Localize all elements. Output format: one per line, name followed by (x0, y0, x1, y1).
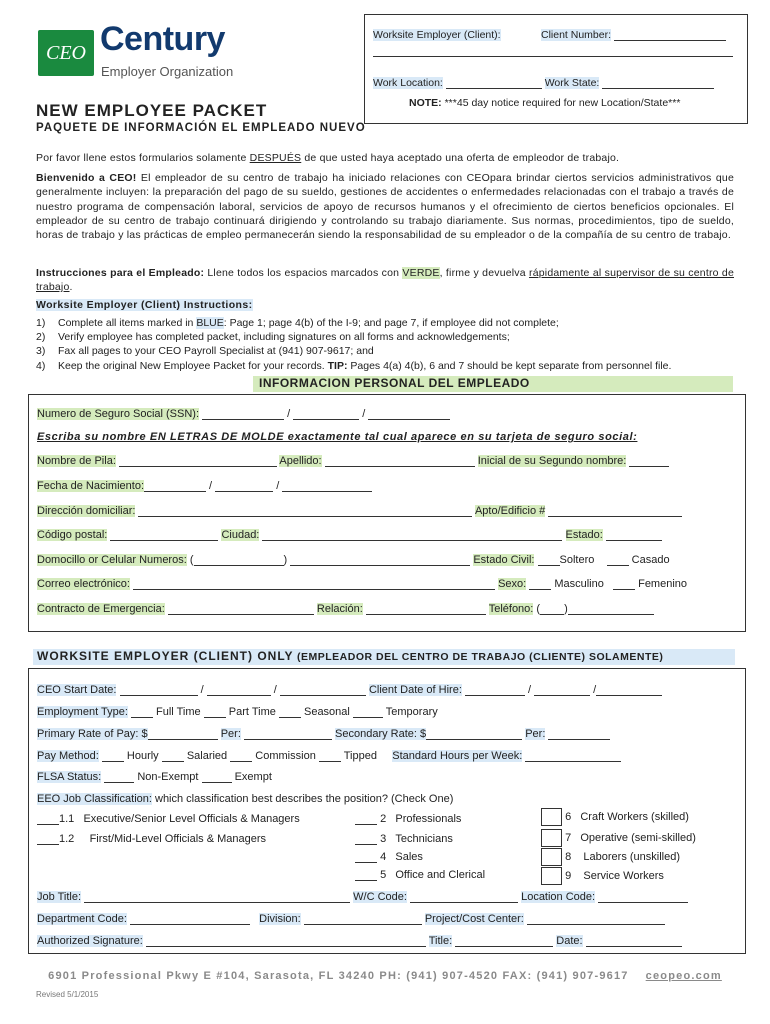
work-location-field[interactable] (446, 77, 542, 89)
emergency-row: Contracto de Emergencia: Relación: Teléfono: ( ) (37, 603, 654, 615)
dates-row: CEO Start Date: / / Client Date of Hire: / / (37, 684, 662, 696)
emergency-phone-field[interactable] (568, 603, 654, 615)
personal-info-heading: INFORMACION PERSONAL DEL EMPLEADO (253, 376, 733, 392)
dob-field-2[interactable] (215, 480, 273, 492)
flsa-row: FLSA Status: Non-Exempt Exempt (37, 771, 272, 783)
emergency-field[interactable] (168, 603, 314, 615)
client-instructions-list (36, 316, 736, 373)
single-check[interactable] (538, 554, 560, 566)
project-label: Project/Cost Center: (424, 913, 524, 925)
state-label: Estado: (565, 529, 603, 541)
list-item: 3) Fax all pages to your CEO Payroll Specialist at (941) 907-9617; and (36, 345, 374, 358)
dept-code-label: Department Code: (37, 913, 127, 925)
non-exempt-check[interactable] (104, 771, 134, 783)
flsa-label: FLSA Status: (37, 771, 102, 783)
employment-type-row: Employment Type: Full Time Part Time Seasonal Temporary (37, 706, 438, 718)
last-name-label: Apellido: (279, 455, 322, 467)
hire-date-label: Client Date of Hire: (368, 684, 462, 696)
secondary-rate-label: Secondary Rate: $ (335, 728, 427, 740)
address-label: Dirección domiciliar: (37, 505, 136, 517)
print-name-note: Escriba su nombre EN LETRAS DE MOLDE exactamente tal cual aparece en su tarjeta de seguro social: (37, 431, 638, 443)
primary-per-label: Per: (220, 728, 241, 740)
std-hours-field[interactable] (525, 750, 621, 762)
pay-method-label: Pay Method: (37, 750, 99, 762)
sig-date-label: Date: (556, 935, 583, 947)
signature-row (37, 935, 682, 947)
hire-date-field-3[interactable] (596, 684, 662, 696)
married-check[interactable] (607, 554, 629, 566)
first-name-label: Nombre de Pila: (37, 455, 116, 467)
part-time-check[interactable] (204, 706, 226, 718)
work-state-label: Work State: (544, 77, 600, 89)
city-field[interactable] (262, 529, 562, 541)
department-row (37, 913, 665, 925)
job-title-label: Job Title: (37, 891, 82, 903)
logo-wordmark: Century (100, 20, 225, 58)
signature-field[interactable] (146, 935, 426, 947)
intro-paragraph-2: Bienvenido a CEO! El empleador de su centro de trabajo ha iniciado relaciones con CEOpara brindar ciertos servicios administrativos que generalmente incluyen: la preparación del pago de su sueldo, gestiones de accidentes o enfermedades relacionadas con el trabajo a través de nuestro programa de compensación laboral, servicios de apoyo de recursos humanos y el ofrecimiento de ciertos beneficios opcionales. El empleador de su centro de trabajo continuará dirigiendo y controlando su trabajo diariamente. Sus normas, procedimientos, tipo de sueldo, horas de trabajo y las prácticas de empleo permanecerán siendo la responsabilidad de su empleador o de la compañía de su centro de trabajo. (36, 172, 734, 242)
eeo-option-9[interactable]: 9 Service Workers (541, 867, 664, 885)
primary-rate-label: Primary Rate of Pay: $ (37, 728, 148, 740)
emergency-area-field[interactable] (540, 603, 564, 615)
commission-check[interactable] (230, 750, 252, 762)
address-field[interactable] (138, 505, 472, 517)
hire-date-field-1[interactable] (465, 684, 525, 696)
worksite-employer-field[interactable] (373, 45, 733, 57)
intro-paragraph-3: Instrucciones para el Empleado: Llene todos los espacios marcados con VERDE, firme y devuelva rápidamente al supervisor de su centro de trabajo. (36, 267, 734, 294)
page-title: NEW EMPLOYEE PACKET (36, 101, 268, 120)
middle-initial-field[interactable] (629, 455, 669, 467)
list-item: 1) Complete all items marked in BLUE: Page 1; page 4(b) of the I-9; and page 7, if employee did not complete; (36, 317, 559, 329)
sig-date-field[interactable] (586, 935, 682, 947)
worksite-header-box (364, 14, 748, 124)
job-title-field[interactable] (84, 891, 350, 903)
middle-initial-label: Inicial de su Segundo nombre: (477, 455, 627, 467)
std-hours-label: Standard Hours per Week: (392, 750, 523, 762)
primary-rate-field[interactable] (148, 728, 218, 740)
footer-website-link[interactable]: ceopeo.com (645, 970, 722, 982)
client-instructions-heading: Worksite Employer (Client) Instructions: (36, 299, 253, 311)
ssn-field-2[interactable] (293, 408, 359, 420)
ssn-field-1[interactable] (202, 408, 284, 420)
phone-area-field[interactable] (194, 554, 284, 566)
temporary-check[interactable] (353, 706, 383, 718)
ssn-label: Numero de Seguro Social (SSN): (37, 408, 200, 420)
rate-row (37, 728, 610, 740)
relation-field[interactable] (366, 603, 486, 615)
phones-row: Domocillo or Celular Numeros: ( ) Estado Civil: Soltero Casado (37, 554, 670, 566)
sig-title-field[interactable] (455, 935, 553, 947)
phone-label: Teléfono: (488, 603, 534, 615)
dob-field-3[interactable] (282, 480, 372, 492)
client-only-heading: WORKSITE EMPLOYER (CLIENT) ONLY (EMPLEADOR DEL CENTRO DE TRABAJO (CLIENTE) SOLAMENTE) (33, 649, 735, 665)
eeo-row: EEO Job Classification: which classification best describes the position? (Check One) (37, 793, 454, 805)
eeo-option-8[interactable]: 8 Laborers (unskilled) (541, 848, 680, 866)
dob-row: Fecha de Nacimiento: / / (37, 480, 372, 492)
ssn-row: Numero de Seguro Social (SSN): / / (37, 408, 450, 420)
email-row: Correo electrónico: Sexo: Masculino Femenino (37, 578, 688, 590)
eeo-option-7[interactable]: 7 Operative (semi-skilled) (541, 829, 696, 847)
client-number-label: Client Number: (541, 29, 612, 41)
work-location-label: Work Location: (373, 77, 443, 89)
name-row (37, 455, 669, 467)
list-item: 4) Keep the original New Employee Packet for your records. TIP: Pages 4(a) 4(b), 6 and 7 should be kept separate from personnel file. (36, 359, 672, 372)
note-label: NOTE: (409, 97, 442, 109)
eeo-option-6[interactable]: 6 Craft Workers (skilled) (541, 808, 689, 826)
eeo-option-1-1[interactable]: 1.1 Executive/Senior Level Officials & Managers (37, 813, 300, 825)
first-name-field[interactable] (119, 455, 277, 467)
start-date-field-1[interactable] (120, 684, 198, 696)
hire-date-field-2[interactable] (534, 684, 590, 696)
eeo-label: EEO Job Classification: (37, 793, 152, 805)
apt-label: Apto/Edificio # (474, 505, 546, 517)
sig-title-label: Title: (428, 935, 453, 947)
male-check[interactable] (529, 578, 551, 590)
email-field[interactable] (133, 578, 495, 590)
emp-type-label: Employment Type: (37, 706, 128, 718)
full-time-check[interactable] (131, 706, 153, 718)
intro-paragraph-1: Por favor llene estos formularios solamente DESPUÉS de que usted haya aceptado una oferta de empleodor de trabajo. (36, 152, 620, 164)
zip-label: Código postal: (37, 529, 108, 541)
division-field[interactable] (304, 913, 422, 925)
secondary-rate-field[interactable] (426, 728, 522, 740)
female-check[interactable] (613, 578, 635, 590)
start-date-field-2[interactable] (207, 684, 271, 696)
worksite-employer-label: Worksite Employer (Client): (373, 29, 501, 41)
secondary-per-field[interactable] (548, 728, 610, 740)
address-row (37, 505, 682, 517)
phone-number-field[interactable] (290, 554, 470, 566)
revision-date: Revised 5/1/2015 (36, 990, 99, 999)
footer (0, 970, 770, 982)
eeo-option-2[interactable]: 2 Professionals (355, 813, 461, 825)
logo-subtitle: Employer Organization (101, 64, 234, 79)
note-text: ***45 day notice required for new Location/State*** (444, 97, 681, 109)
primary-per-field[interactable] (244, 728, 332, 740)
ssn-field-3[interactable] (368, 408, 450, 420)
eeo-option-1-2[interactable]: 1.2 First/Mid-Level Officials & Managers (37, 833, 266, 845)
ceo-logo-icon: CEO (38, 30, 94, 76)
apt-field[interactable] (548, 505, 682, 517)
eeo-option-5[interactable]: 5 Office and Clerical (355, 869, 485, 881)
page-subtitle: PAQUETE DE INFORMACIÓN EL EMPLEADO NUEVO (36, 122, 366, 134)
division-label: Division: (259, 913, 301, 925)
hourly-check[interactable] (102, 750, 124, 762)
sex-label: Sexo: (498, 578, 527, 590)
eeo-option-3[interactable]: 3 Technicians (355, 833, 453, 845)
client-number-field[interactable] (614, 29, 726, 41)
project-field[interactable] (527, 913, 665, 925)
relation-label: Relación: (316, 603, 363, 615)
location-code-field[interactable] (598, 891, 688, 903)
seasonal-check[interactable] (279, 706, 301, 718)
eeo-option-4[interactable]: 4 Sales (355, 851, 423, 863)
last-name-field[interactable] (325, 455, 475, 467)
state-field[interactable] (606, 529, 662, 541)
exempt-check[interactable] (202, 771, 232, 783)
work-state-field[interactable] (602, 77, 714, 89)
signature-label: Authorized Signature: (37, 935, 143, 947)
job-title-row (37, 891, 688, 903)
list-item: 2) Verify employee has completed packet, including signatures on all forms and acknowledgements; (36, 331, 510, 344)
marital-label: Estado Civil: (473, 554, 535, 566)
city-label: Ciudad: (221, 529, 260, 541)
emergency-label: Contracto de Emergencia: (37, 603, 165, 615)
phones-label: Domocillo or Celular Numeros: (37, 554, 187, 566)
dob-field-1[interactable] (144, 480, 206, 492)
dob-label: Fecha de Nacimiento: (37, 480, 144, 492)
secondary-per-label: Per: (525, 728, 546, 740)
start-date-field-3[interactable] (280, 684, 366, 696)
location-code-label: Location Code: (521, 891, 596, 903)
salaried-check[interactable] (162, 750, 184, 762)
tipped-check[interactable] (319, 750, 341, 762)
wc-code-field[interactable] (410, 891, 518, 903)
email-label: Correo electrónico: (37, 578, 130, 590)
wc-code-label: W/C Code: (353, 891, 407, 903)
city-row (37, 529, 662, 541)
start-date-label: CEO Start Date: (37, 684, 117, 696)
footer-address: 6901 Professional Pkwy E #104, Sarasota, FL 34240 PH: (941) 907-4520 FAX: (941) 907-9617 (48, 970, 629, 982)
zip-field[interactable] (110, 529, 218, 541)
pay-method-row: Pay Method: Hourly Salaried Commission Tipped Standard Hours per Week: (37, 750, 621, 762)
dept-code-field[interactable] (130, 913, 250, 925)
